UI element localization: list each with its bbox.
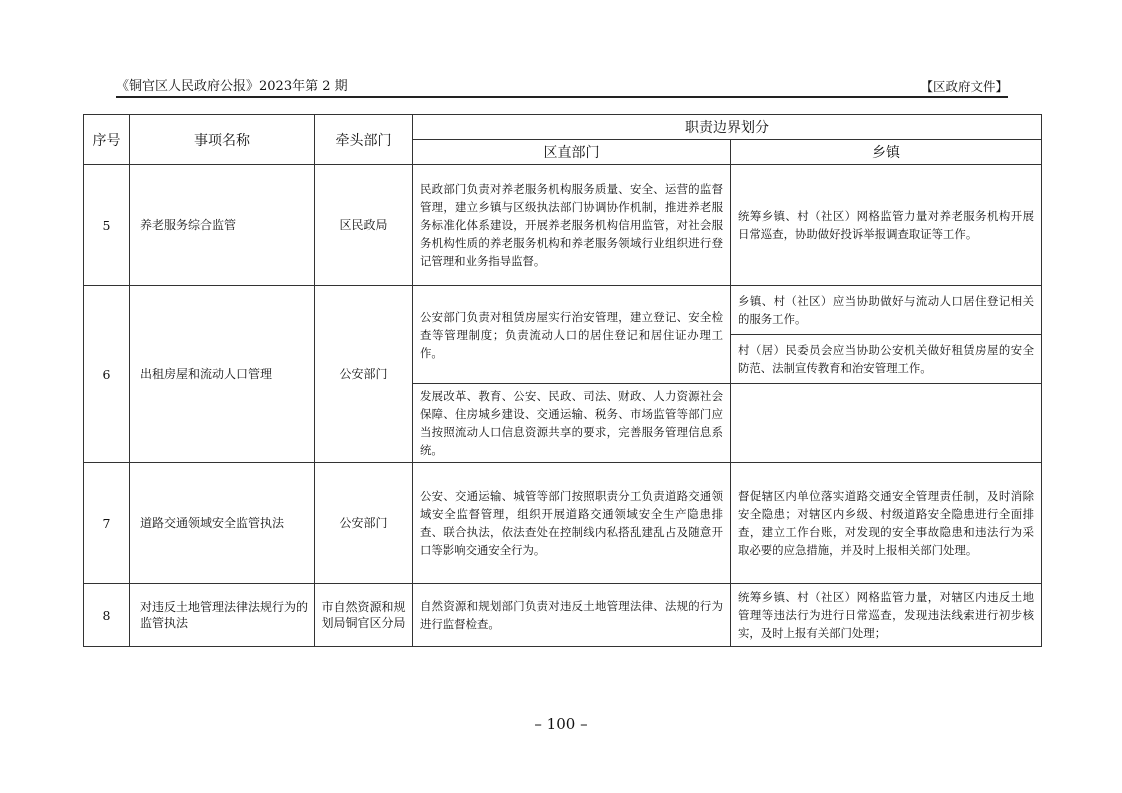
- item-name: 出租房屋和流动人口管理: [130, 286, 315, 463]
- lead-department: 公安部门: [315, 463, 413, 584]
- town-duty: 统筹乡镇、村（社区）网格监管力量对养老服务机构开展日常巡查，协助做好投诉举报调查取证等工作。: [731, 165, 1042, 286]
- district-duty: 自然资源和规划部门负责对违反土地管理法律、法规的行为进行监督检查。: [413, 584, 731, 647]
- table-row: [84, 584, 1042, 647]
- table-row: [84, 165, 1042, 286]
- responsibility-table: [83, 114, 1042, 647]
- header-section-label: 【区政府文件】: [920, 79, 1008, 94]
- item-name: 对违反土地管理法律法规行为的监管执法: [130, 584, 315, 647]
- district-duty: 发展改革、教育、公安、民政、司法、财政、人力资源社会保障、住房城乡建设、交通运输、税务、市场监管等部门应当按照流动人口信息资源共享的要求，完善服务管理信息系统。: [413, 384, 731, 463]
- town-duty: 统筹乡镇、村（社区）网格监管力量，对辖区内违反土地管理等违法行为进行日常巡查，发现违法线索进行初步核实，及时上报有关部门处理；: [731, 584, 1042, 647]
- col-header-division: 职责边界划分: [413, 115, 1042, 140]
- col-header-no: 序号: [84, 115, 130, 165]
- row-number: 7: [84, 463, 130, 584]
- town-duty: 督促辖区内单位落实道路交通安全管理责任制，及时消除安全隐患；对辖区内乡级、村级道路安全隐患进行全面排查，建立工作台账，对发现的安全事故隐患和违法行为采取必要的应急措施，并及时上报相关部门处理。: [731, 463, 1042, 584]
- row-number: 8: [84, 584, 130, 647]
- lead-department: 市自然资源和规划局铜官区分局: [315, 584, 413, 647]
- page-number: – 100 –: [534, 715, 588, 733]
- header-publication-title: 《铜官区人民政府公报》2023年第 2 期: [116, 79, 348, 94]
- col-header-district: 区直部门: [413, 140, 731, 165]
- table-row: [84, 286, 1042, 335]
- lead-department: 区民政局: [315, 165, 413, 286]
- col-header-name: 事项名称: [130, 115, 315, 165]
- district-duty: 公安部门负责对租赁房屋实行治安管理，建立登记、安全检查等管理制度；负责流动人口的居住登记和居住证办理工作。: [413, 286, 731, 384]
- lead-department: 公安部门: [315, 286, 413, 463]
- row-number: 6: [84, 286, 130, 463]
- district-duty: 民政部门负责对养老服务机构服务质量、安全、运营的监督管理，建立乡镇与区级执法部门协调协作机制，推进养老服务标准化体系建设，开展养老服务机构信用监管，对社会服务机构性质的养老服务机构和养老服务领域行业组织进行登记管理和业务指导监督。: [413, 165, 731, 286]
- row-number: 5: [84, 165, 130, 286]
- empty-cell: [731, 384, 1042, 463]
- page-header: [116, 80, 1008, 98]
- town-duty: 乡镇、村（社区）应当协助做好与流动人口居住登记相关的服务工作。: [731, 286, 1042, 335]
- item-name: 道路交通领域安全监管执法: [130, 463, 315, 584]
- col-header-lead: 牵头部门: [315, 115, 413, 165]
- col-header-town: 乡镇: [731, 140, 1042, 165]
- district-duty: 公安、交通运输、城管等部门按照职责分工负责道路交通领域安全监督管理，组织开展道路交通领域安全生产隐患排查、联合执法，依法查处在控制线内私搭乱建乱占及随意开口等影响交通安全行为。: [413, 463, 731, 584]
- header-row: [84, 115, 1042, 140]
- town-duty: 村（居）民委员会应当协助公安机关做好租赁房屋的安全防范、法制宣传教育和治安管理工作。: [731, 335, 1042, 384]
- table-row: [84, 463, 1042, 584]
- item-name: 养老服务综合监管: [130, 165, 315, 286]
